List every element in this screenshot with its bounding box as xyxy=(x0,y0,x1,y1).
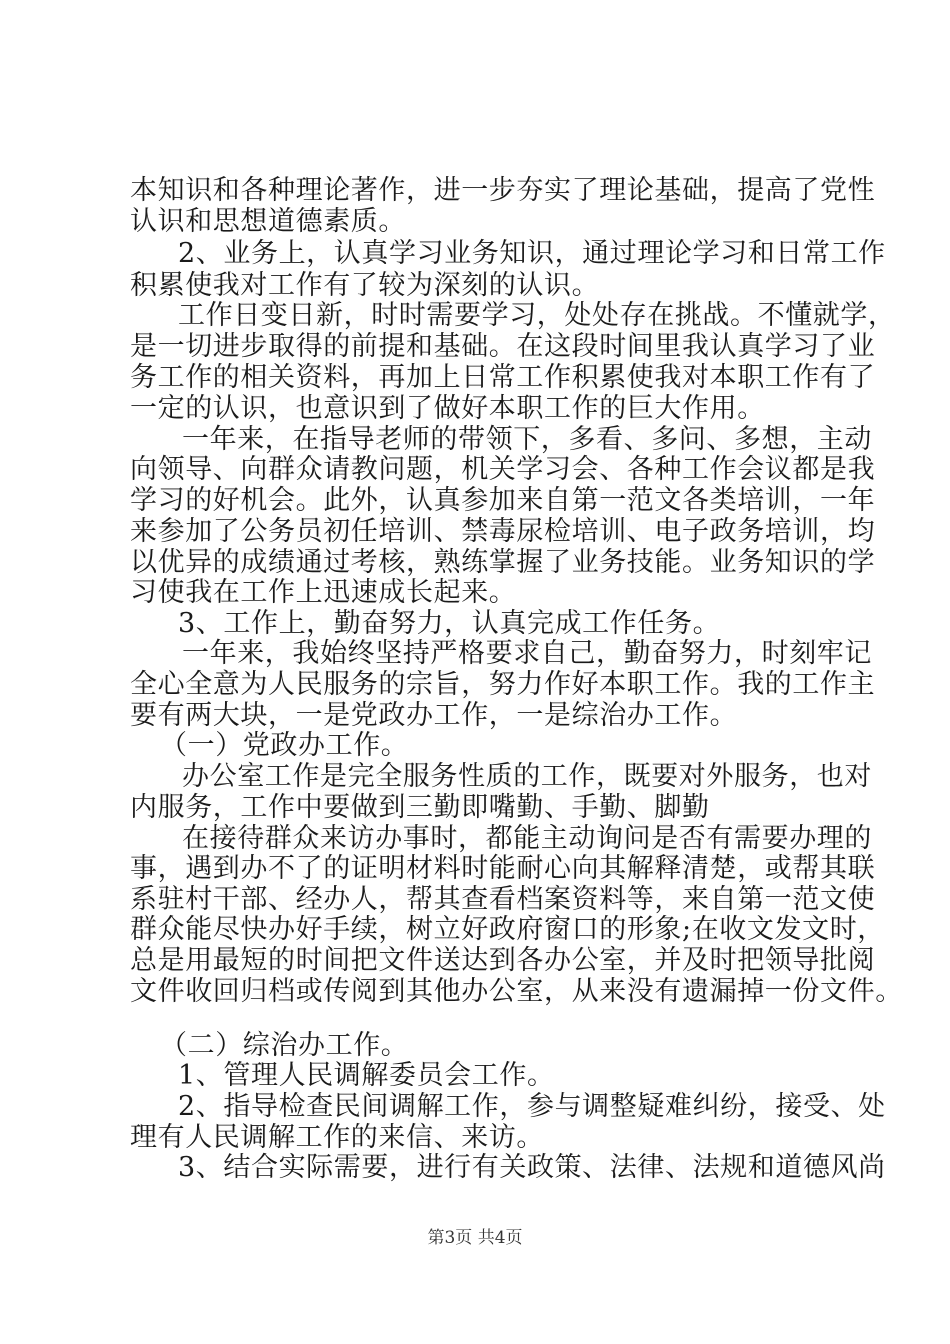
text-line: 群众能尽快办好手续，树立好政府窗口的形象;在收文发文时， xyxy=(130,914,885,945)
text-line: 习使我在工作上迅速成长起来。 xyxy=(130,577,517,608)
text-line: 2、指导检查民间调解工作，参与调整疑难纠纷，接受、处 xyxy=(178,1091,886,1122)
text-line: 积累使我对工作有了较为深刻的认识。 xyxy=(130,270,600,301)
text-line: 理有人民调解工作的来信、来访。 xyxy=(130,1122,544,1153)
text-line: 文件收回归档或传阅到其他办公室，从来没有遗漏掉一份文件。 xyxy=(130,976,903,1007)
text-line: 系驻村干部、经办人，帮其查看档案资料等，来自第一范文使 xyxy=(130,884,876,915)
text-line: 向领导、向群众请教问题，机关学习会、各种工作会议都是我 xyxy=(130,454,876,485)
text-line: 是一切进步取得的前提和基础。在这段时间里我认真学习了业 xyxy=(130,331,876,362)
text-line: 办公室工作是完全服务性质的工作，既要对外服务，也对 xyxy=(182,761,872,792)
text-line: 1、管理人民调解委员会工作。 xyxy=(178,1060,555,1091)
text-line: 工作日变日新，时时需要学习，处处存在挑战。不懂就学， xyxy=(178,300,896,331)
text-line: 一年来，在指导老师的带领下，多看、多问、多想，主动 xyxy=(182,424,872,455)
text-line: 学习的好机会。此外，认真参加来自第一范文各类培训，一年 xyxy=(130,485,876,516)
text-line: 一定的认识，也意识到了做好本职工作的巨大作用。 xyxy=(130,393,765,424)
section-heading: （二）综治办工作。 xyxy=(160,1030,409,1061)
text-line: 认识和思想道德素质。 xyxy=(130,206,406,237)
text-line: 总是用最短的时间把文件送达到各办公室，并及时把领导批阅 xyxy=(130,945,876,976)
text-line: 在接待群众来访办事时，都能主动询问是否有需要办理的 xyxy=(182,823,872,854)
text-line: 来参加了公务员初任培训、禁毒尿检培训、电子政务培训，均 xyxy=(130,516,876,547)
page-number-footer: 第3页 共4页 xyxy=(427,1228,523,1248)
text-line: 2、业务上，认真学习业务知识，通过理论学习和日常工作 xyxy=(178,238,886,269)
text-line: 以优异的成绩通过考核，熟练掌握了业务技能。业务知识的学 xyxy=(130,547,876,578)
text-line: 要有两大块，一是党政办工作，一是综治办工作。 xyxy=(130,700,738,731)
text-line: 全心全意为人民服务的宗旨，努力作好本职工作。我的工作主 xyxy=(130,669,876,700)
text-line: 务工作的相关资料，再加上日常工作积累使我对本职工作有了 xyxy=(130,362,876,393)
text-line: 内服务，工作中要做到三勤即嘴勤、手勤、脚勤 xyxy=(130,792,710,823)
text-line: 3、工作上，勤奋努力，认真完成工作任务。 xyxy=(178,608,721,639)
text-line: 3、结合实际需要，进行有关政策、法律、法规和道德风尚 xyxy=(178,1152,886,1183)
text-line: 事，遇到办不了的证明材料时能耐心向其解释清楚，或帮其联 xyxy=(130,853,876,884)
section-heading: （一）党政办工作。 xyxy=(160,730,409,761)
text-line: 本知识和各种理论著作，进一步夯实了理论基础，提高了党性 xyxy=(130,175,876,206)
text-line: 一年来，我始终坚持严格要求自己，勤奋努力，时刻牢记 xyxy=(182,638,872,669)
